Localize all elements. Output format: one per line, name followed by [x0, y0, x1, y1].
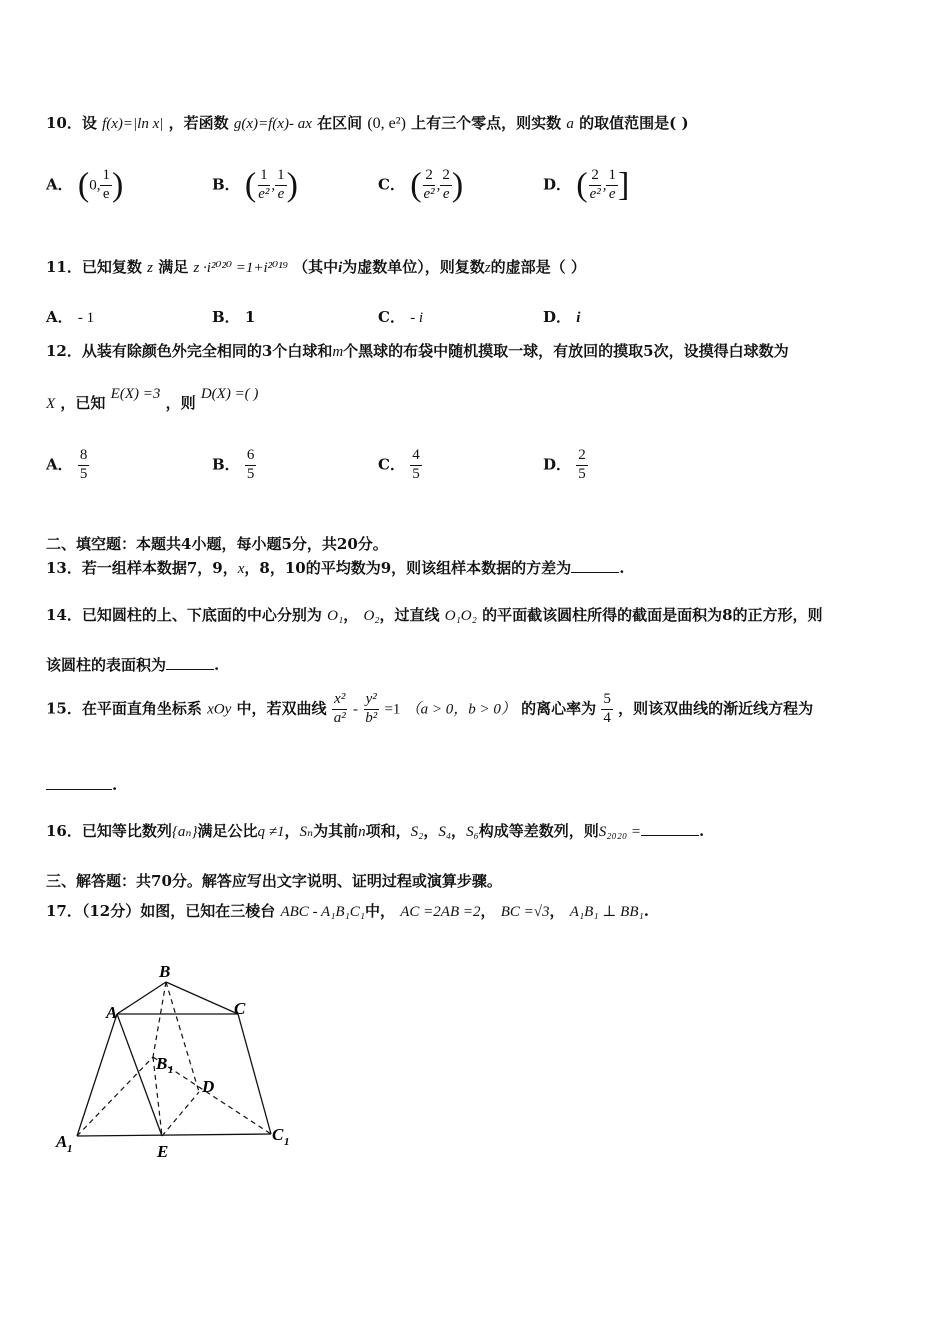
q10-text1: ，若函数 — [168, 114, 229, 132]
q10-option-b — [212, 168, 298, 203]
q17-perp: A₁B₁ ⊥ BB₁ — [569, 904, 644, 920]
question-12-line1 — [46, 340, 789, 361]
option-label: D． — [543, 308, 572, 326]
fraction — [275, 168, 287, 203]
fraction — [440, 168, 452, 203]
q17-ac: AC =2AB =2 — [400, 904, 481, 920]
q16-text1: 16．已知等比数列 — [46, 822, 172, 840]
paren-left: ( — [576, 166, 588, 204]
fraction — [78, 448, 90, 483]
comma: , — [271, 177, 276, 194]
q17-text2: 中， — [365, 902, 396, 920]
q11-option-b — [212, 306, 255, 327]
q10-gx: g(x)=f(x)- ax — [233, 116, 312, 132]
label-e: E — [157, 1142, 169, 1161]
edge-a1b1 — [77, 1057, 153, 1136]
fraction — [606, 168, 618, 203]
equals-one: =1 — [384, 701, 401, 718]
q11-option-d — [543, 306, 580, 327]
fraction — [245, 448, 257, 483]
edge-ed — [162, 1092, 199, 1136]
frac-den: e² — [423, 185, 435, 202]
q16-text4: 项和， — [365, 822, 411, 840]
q17-end: . — [643, 902, 649, 920]
q16-comma: ， — [451, 822, 467, 840]
frac-num: x² — [332, 692, 347, 710]
section-3-heading: 三、解答题：共70分。解答应写出文字说明、证明过程或演算步骤。 — [46, 872, 502, 890]
q12-variance: D(X) =( ) — [200, 386, 259, 402]
q10-option-c — [378, 168, 463, 203]
q16-end: . — [699, 822, 705, 840]
fraction — [422, 168, 437, 203]
frac-num: 8 — [78, 448, 90, 466]
q11-text4: 的虚部是（ ） — [490, 258, 586, 276]
q10-var-a: a — [566, 116, 574, 132]
option-left-value: 0, — [89, 177, 101, 194]
option-label: C． — [378, 175, 405, 194]
label-b: B — [159, 962, 171, 981]
q11-text1: 满足 — [158, 258, 189, 276]
option-value: - 1 — [77, 310, 95, 326]
q16-s2: S₂ — [410, 824, 424, 840]
label-c1: C — [272, 1125, 284, 1144]
fraction-y — [363, 692, 379, 727]
question-15-line1 — [46, 692, 813, 727]
fraction-x — [332, 692, 348, 727]
q11-option-a — [46, 306, 94, 327]
question-10 — [46, 112, 689, 133]
paren-right: ] — [617, 166, 630, 204]
fraction — [256, 168, 271, 203]
q12-option-c — [378, 448, 422, 483]
frac-den: e — [442, 185, 450, 202]
answer-blank[interactable] — [641, 835, 699, 836]
paren-right: ) — [111, 166, 124, 204]
q14-o1: O₁ — [327, 608, 344, 624]
option-label: A． — [46, 308, 73, 326]
q15-text1: 15．在平面直角坐标系 — [46, 699, 202, 718]
frac-num: 4 — [410, 448, 422, 466]
edge-cc1 — [238, 1014, 271, 1134]
q17-frustum: ABC - A₁B₁C₁ — [280, 904, 366, 920]
label-d: D — [202, 1077, 215, 1096]
q11-text3: 为虚数单位），则复数 — [342, 258, 485, 276]
frac-den: e — [608, 185, 616, 202]
label-b1: B — [156, 1054, 168, 1073]
frac-den: 5 — [578, 465, 586, 482]
q13-text1: 13．若一组样本数据7，9， — [46, 559, 238, 577]
option-label: C． — [378, 308, 405, 326]
q12-var-x: X — [46, 396, 56, 412]
frac-den: 5 — [246, 465, 255, 482]
frac-num: 2 — [440, 168, 452, 186]
q12-option-b — [212, 448, 256, 483]
frac-den: a² — [333, 709, 346, 726]
option-label: A． — [46, 455, 73, 474]
frustum-figure — [50, 960, 310, 1170]
frac-num: 1 — [606, 168, 618, 186]
q17-text1: 17．（12分）如图，已知在三棱台 — [46, 902, 276, 920]
q16-n: n — [358, 824, 366, 840]
frac-num: 1 — [100, 168, 112, 186]
q12-option-d — [543, 448, 588, 483]
question-11 — [46, 256, 586, 277]
q10-interval: (0, e²) — [367, 115, 406, 132]
comma: , — [602, 177, 607, 194]
frac-num: 1 — [258, 168, 270, 186]
q11-var-z2: z — [484, 260, 491, 276]
frac-den: 5 — [79, 465, 88, 482]
q15-xoy: xOy — [207, 701, 232, 718]
question-14-line1 — [46, 604, 823, 625]
paren-right: ) — [451, 166, 464, 204]
q14-end: . — [214, 656, 220, 674]
q15-end: . — [112, 776, 118, 794]
q11-var-i: i — [338, 260, 343, 276]
option-value: 1 — [244, 308, 256, 326]
q16-comma: ， — [423, 822, 439, 840]
question-15-line2 — [46, 776, 117, 794]
label-a: A — [106, 1003, 118, 1022]
q14-text1: 14．已知圆柱的上、下底面的中心分别为 — [46, 606, 322, 624]
minus: - — [352, 701, 358, 718]
fraction-e — [601, 692, 613, 727]
edge-a1c1 — [77, 1134, 271, 1136]
frac-num: 6 — [245, 448, 257, 466]
q16-text3: 为其前 — [313, 822, 359, 840]
option-label: B． — [212, 308, 240, 326]
q14-text2: ，过直线 — [379, 606, 440, 624]
q12-text3: ，已知 — [60, 394, 106, 412]
paren-left: ( — [77, 166, 90, 204]
question-16 — [46, 820, 704, 841]
label-b1-sub: 1 — [168, 1064, 174, 1076]
option-label: B． — [212, 455, 240, 474]
frac-den: 4 — [603, 709, 611, 726]
edge-ab — [117, 982, 166, 1014]
section-2-heading: 二、填空题：本题共4小题，每小题5分，共20分。 — [46, 535, 388, 553]
paren-left: ( — [244, 166, 257, 204]
fraction — [410, 448, 422, 483]
frac-num: 2 — [576, 448, 588, 466]
comma: , — [436, 177, 441, 194]
q14-sep: ， — [343, 606, 359, 624]
q12-text4: ，则 — [165, 394, 196, 412]
frac-den: e — [277, 185, 285, 202]
frac-den: 5 — [412, 465, 420, 482]
frac-den: e² — [589, 185, 601, 202]
label-a1-sub: 1 — [67, 1143, 73, 1155]
q15-text3: 的离心率为 — [521, 699, 597, 718]
q14-text4: 该圆柱的表面积为 — [46, 656, 167, 674]
answer-blank[interactable] — [571, 572, 619, 573]
q16-an: {aₙ} — [171, 824, 198, 840]
frac-den: b² — [365, 709, 378, 726]
q16-s2020: S₂₀₂₀ = — [598, 824, 642, 840]
edge-bb1 — [153, 982, 166, 1057]
q13-var-x: x — [237, 561, 245, 577]
frac-num: 5 — [601, 692, 613, 710]
q12-text2: 个黑球的布袋中随机摸取一球，有放回的摸取5次，设摸得白球数为 — [343, 342, 789, 360]
q10-text2: 在区间 — [317, 114, 363, 132]
question-14-line2 — [46, 654, 219, 675]
option-label: C． — [378, 455, 405, 474]
q16-sn: Sₙ — [299, 824, 314, 840]
frac-num: 2 — [423, 168, 435, 186]
q16-s6: S₆ — [466, 824, 479, 840]
q12-option-a — [46, 448, 89, 483]
q12-expectation: E(X) =3 — [110, 386, 161, 402]
q11-equation: z ·i²⁰²⁰ =1+i²⁰¹⁹ — [193, 260, 288, 276]
q11-option-c — [378, 306, 423, 327]
q16-q: q ≠1 — [257, 824, 285, 840]
q14-text3: 的平面截该圆柱所得的截面是面积为8的正方形，则 — [482, 606, 823, 624]
q11-number: 11．已知复数 — [46, 258, 142, 276]
edge-aa1 — [77, 1014, 117, 1136]
fraction — [588, 168, 603, 203]
q16-text5: 构成等差数列，则 — [478, 822, 599, 840]
q10-text4: 的取值范围是( ) — [579, 114, 689, 132]
question-13 — [46, 557, 624, 578]
q10-fx: f(x)=|ln x| — [102, 116, 164, 132]
frac-num: 1 — [275, 168, 287, 186]
q15-condition: （a > 0，b > 0） — [405, 701, 516, 718]
q13-end: . — [619, 559, 625, 577]
option-value: i — [576, 310, 581, 326]
q12-var-m: m — [332, 344, 344, 360]
answer-blank[interactable] — [166, 669, 214, 670]
frac-den: e² — [258, 185, 270, 202]
frac-num: 2 — [589, 168, 601, 186]
q12-text1: 12．从装有除颜色外完全相同的3个白球和 — [46, 342, 333, 360]
q16-text2: 满足公比 — [197, 822, 258, 840]
option-label: D． — [543, 175, 572, 194]
q17-bc: BC =√3 — [500, 904, 550, 920]
label-c: C — [234, 999, 246, 1018]
q15-text4: ，则该双曲线的渐近线方程为 — [618, 699, 814, 718]
option-value: - i — [410, 310, 424, 326]
frac-num: y² — [364, 692, 379, 710]
label-c1-sub: 1 — [284, 1136, 290, 1148]
q17-comma2: ， — [549, 902, 565, 920]
q16-comma: ， — [284, 822, 300, 840]
q14-o2: O₂ — [363, 608, 380, 624]
q15-text2: 中，若双曲线 — [236, 699, 327, 718]
fraction — [100, 168, 112, 203]
q11-var-z: z — [147, 260, 153, 276]
option-label: D． — [543, 455, 572, 474]
paren-left: ( — [410, 166, 422, 204]
option-label: A． — [46, 175, 73, 194]
question-17 — [46, 900, 649, 921]
paren-right: ) — [286, 166, 298, 204]
q17-comma: ， — [480, 902, 496, 920]
option-label: B． — [212, 175, 240, 194]
q14-o1o2: O₁O₂ — [444, 608, 477, 624]
q10-option-a — [46, 168, 123, 203]
q10-number: 10．设 — [46, 114, 97, 132]
answer-blank[interactable] — [46, 789, 112, 790]
q10-text3: 上有三个零点，则实数 — [411, 114, 562, 132]
q10-option-d — [543, 168, 629, 203]
q13-text2: ，8，10的平均数为9，则该组样本数据的方差为 — [244, 559, 572, 577]
fraction — [576, 448, 588, 483]
edge-bc — [166, 982, 238, 1014]
question-12-line2 — [46, 386, 259, 413]
q16-s4: S₄ — [438, 824, 452, 840]
label-a1: A — [56, 1132, 68, 1151]
frac-den: e — [102, 185, 110, 202]
q11-text2: （其中 — [293, 258, 339, 276]
